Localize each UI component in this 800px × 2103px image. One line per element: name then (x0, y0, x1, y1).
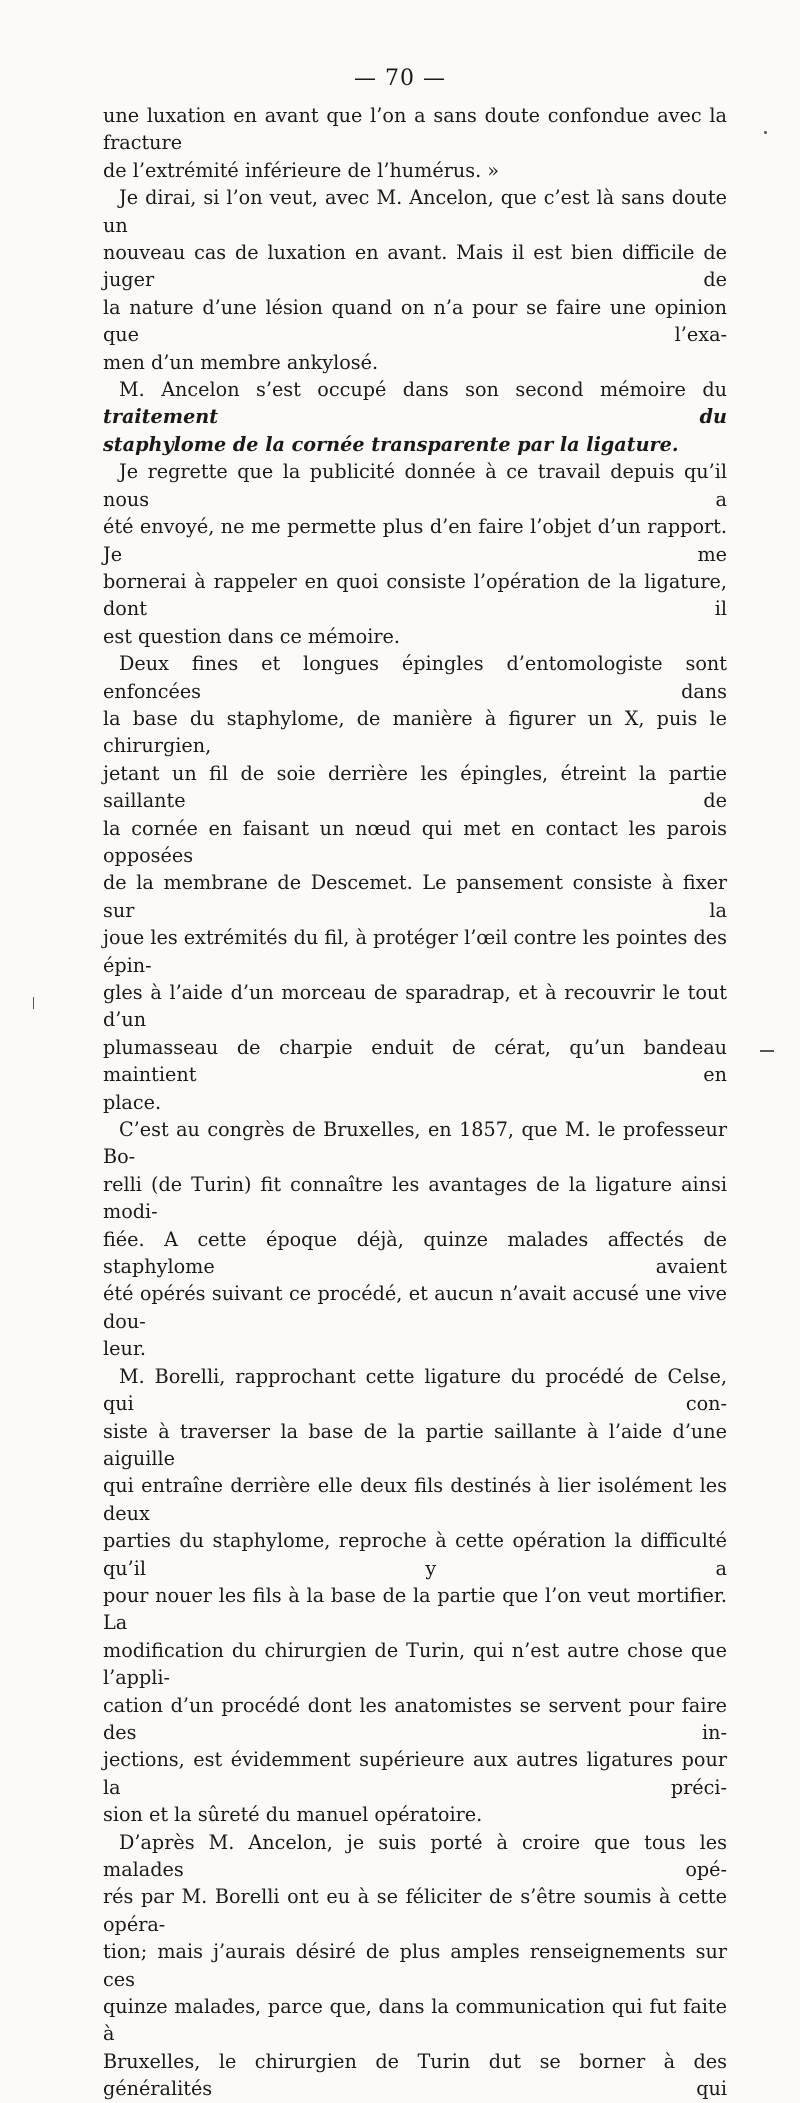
text-line: joue les extrémités du fil, à protéger l’œil contre les pointes des épin- (103, 926, 727, 977)
text-line: nouveau cas de luxation en avant. Mais il est bien difficile de juger de (103, 241, 727, 292)
text-line: relli (de Turin) fit connaître les avantages de la ligature ainsi modi- (103, 1172, 727, 1224)
margin-mark (760, 1050, 774, 1052)
text-line: D’après M. Ancelon, je suis porté à croire que tous les malades opé- (103, 1830, 727, 1881)
text-line: Je dirai, si l’on veut, avec M. Ancelon, que c’est là sans doute un (103, 186, 727, 237)
text-line: jetant un fil de soie derrière les épingles, étreint la partie saillante de (103, 761, 727, 813)
text-line: cation d’un procédé dont les anatomistes se servent pour faire des in- (103, 1693, 727, 1744)
text-line: plumasseau de charpie enduit de cérat, qu’un bandeau maintient en (103, 1035, 727, 1087)
margin-mark (33, 997, 34, 1009)
text-line: de l’extrémité inférieure de l’humérus. » (103, 158, 500, 182)
text-line: modification du chirurgien de Turin, qui n’est autre chose que l’appli- (103, 1638, 727, 1690)
text-line: rés par M. Borelli ont eu à se féliciter de s’être soumis à cette opéra- (103, 1885, 727, 1936)
text-line: fiée. A cette époque déjà, quinze malades affectés de staphylome avaient (103, 1227, 727, 1279)
text-line: qui entraîne derrière elle deux fils destinés à lier isolément les deux (103, 1474, 727, 1525)
text-line: tion; mais j’aurais désiré de plus amples renseignements sur ces (103, 1940, 727, 1991)
text-line: M. Borelli, rapprochant cette ligature du procédé de Celse, qui con- (103, 1364, 727, 1416)
text-line: Deux fines et longues épingles d’entomologiste sont enfoncées dans (103, 652, 727, 703)
text-line: leur. (103, 1337, 147, 1361)
text-line: quinze malades, parce que, dans la communication qui fut faite à (103, 1995, 727, 2046)
text-line: la base du staphylome, de manière à figurer un X, puis le chirurgien, (103, 706, 727, 758)
text-line: staphylome de la cornée transparente par la ligature. (103, 432, 679, 456)
text-line: de la membrane de Descemet. Le pansement consiste à fixer sur la (103, 871, 727, 922)
text-line: place. (103, 1090, 162, 1114)
text-line: parties du staphylome, reproche à cette opération la difficulté qu’il y a (103, 1529, 727, 1580)
text-line: est question dans ce mémoire. (103, 624, 400, 648)
text-line: été opérés suivant ce procédé, et aucun n’avait accusé une vive dou- (103, 1282, 727, 1333)
margin-mark (764, 131, 767, 134)
page-number: — 70 — (354, 66, 446, 91)
text-line: une luxation en avant que l’on a sans doute confondue avec la fracture (103, 104, 727, 155)
text-line: Je regrette que la publicité donnée à ce travail depuis qu’il nous a (103, 460, 727, 511)
text-line: la cornée en faisant un nœud qui met en contact les parois opposées (103, 816, 727, 867)
text-line: C’est au congrès de Bruxelles, en 1857, que M. le professeur Bo- (103, 1118, 727, 1169)
text-line: siste à traverser la base de la partie saillante à l’aide d’une aiguille (103, 1419, 727, 1470)
text-line: M. Ancelon s’est occupé dans son second mémoire du traitement du (103, 378, 727, 429)
text-line: jections, est évidemment supérieure aux autres ligatures pour la préci- (103, 1748, 727, 1799)
text-line: été envoyé, ne me permette plus d’en faire l’objet d’un rapport. Je me (103, 515, 727, 566)
text-line: bornerai à rappeler en quoi consiste l’opération de la ligature, dont il (103, 569, 727, 621)
text-line: pour nouer les fils à la base de la partie que l’on veut mortifier. La (103, 1583, 727, 1635)
body-text (103, 102, 727, 2103)
text-line: sion et la sûreté du manuel opératoire. (103, 1803, 483, 1827)
text-line: Bruxelles, le chirurgien de Turin dut se borner à des généralités qui (103, 2049, 727, 2101)
text-line: gles à l’aide d’un morceau de sparadrap, et à recouvrir le tout d’un (103, 981, 727, 1032)
text-line: men d’un membre ankylosé. (103, 350, 379, 374)
text-line: la nature d’une lésion quand on n’a pour se faire une opinion que l’exa- (103, 295, 727, 347)
